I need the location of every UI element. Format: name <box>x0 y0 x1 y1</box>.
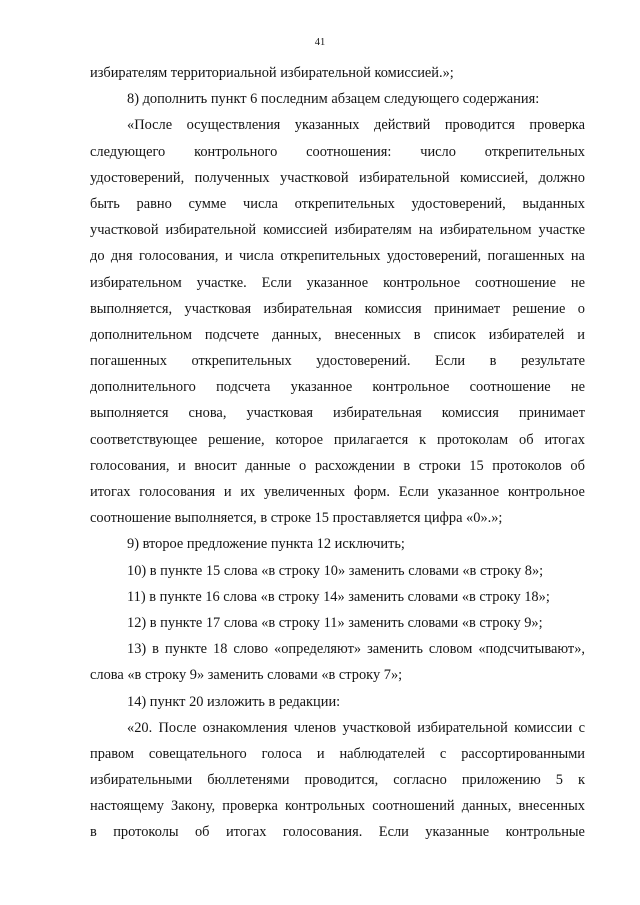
text-line <box>90 793 585 819</box>
word: дополнительном <box>90 326 192 343</box>
text-line <box>90 112 585 138</box>
word: контрольные <box>505 824 585 841</box>
word: избирательной <box>417 719 508 736</box>
word: которое <box>275 431 323 448</box>
word: сумме <box>188 195 227 212</box>
word: форм. <box>353 484 391 500</box>
word: Если <box>435 353 466 370</box>
word: решение, <box>208 431 265 448</box>
word: После <box>158 719 197 736</box>
word: удостоверений, <box>90 169 185 186</box>
word: дня <box>110 248 133 265</box>
word: 15 <box>469 457 484 474</box>
word: итогах <box>544 431 585 448</box>
word: соотношений <box>372 798 455 815</box>
text-line <box>90 427 585 453</box>
text-line <box>90 243 585 269</box>
text-line: 11) в пункте 16 слова «в строку 14» заменить словами «в строку 18»; <box>127 588 550 605</box>
text-line <box>90 191 585 217</box>
word: не <box>570 379 585 396</box>
word: числа <box>238 248 274 265</box>
word: участковой <box>90 222 159 239</box>
word: соотношение <box>469 379 551 396</box>
word: числа <box>243 195 278 212</box>
text-line <box>90 165 585 191</box>
word: указанные <box>425 824 490 841</box>
text-line <box>90 741 585 767</box>
word: список <box>433 326 476 343</box>
word: Если <box>398 484 429 500</box>
word: и <box>316 745 325 762</box>
paragraph <box>90 715 585 846</box>
word: контрольных <box>284 798 366 815</box>
word: проверка <box>529 117 585 134</box>
word: и <box>577 326 585 343</box>
word: не <box>570 274 585 291</box>
word: проверка <box>222 798 278 815</box>
word: настоящему <box>90 798 164 815</box>
word: данных, <box>271 326 322 343</box>
word: на <box>570 248 585 265</box>
word: 5 <box>555 772 563 789</box>
word: избирателям <box>334 222 412 239</box>
word: наблюдателей <box>339 745 425 762</box>
word: открепительных <box>294 195 395 212</box>
word: проводится, <box>304 772 379 789</box>
word: принимает <box>518 405 585 422</box>
word: подсчета <box>216 379 271 396</box>
word: протоколам <box>436 431 509 448</box>
word: совещательного <box>148 745 247 762</box>
word: пункте <box>164 641 208 658</box>
paragraph <box>90 86 585 112</box>
text-line <box>90 400 585 426</box>
word: Если <box>261 274 292 291</box>
word: вносит <box>194 457 237 474</box>
word: с <box>578 719 585 736</box>
paragraph <box>90 112 585 531</box>
text-line: 8) дополнить пункт 6 последним абзацем следующего содержания: <box>127 91 540 108</box>
word: внесенных <box>334 326 401 343</box>
text-line <box>90 819 585 845</box>
word: выполняется <box>90 405 169 422</box>
text-line: 12) в пункте 17 слова «в строку 11» заменить словами «в строку 9»; <box>127 614 543 631</box>
word: голосования, <box>90 457 170 474</box>
word: действий <box>374 117 431 134</box>
word: соотношение <box>474 274 557 291</box>
word: и <box>178 457 186 474</box>
text-line <box>90 636 585 662</box>
word: комиссия <box>441 405 499 422</box>
word: с <box>439 745 447 762</box>
word: итогах <box>90 484 131 500</box>
word: Если <box>378 824 409 841</box>
word: контрольное <box>507 484 585 500</box>
word: погашенных <box>90 353 167 370</box>
word: соответствующее <box>90 431 198 448</box>
paragraph <box>90 610 585 636</box>
word: голоса <box>261 745 302 762</box>
word: «20. <box>127 719 153 736</box>
word: до <box>90 248 105 265</box>
word: о <box>577 300 585 317</box>
word: Закону, <box>171 798 216 815</box>
word: участковой <box>280 169 349 186</box>
word: снова, <box>188 405 227 422</box>
word: согласно <box>393 772 447 789</box>
word: избирательная <box>333 405 422 422</box>
text-line <box>90 767 585 793</box>
word: в <box>90 824 97 841</box>
word: избирателей <box>488 326 565 343</box>
word: открепительных <box>484 143 585 160</box>
word: полученных <box>194 169 270 186</box>
word: контрольное <box>383 274 461 291</box>
paragraph <box>90 558 585 584</box>
text-line: избирателям территориальной избирательной комиссией.»; <box>90 65 454 81</box>
text-line <box>90 348 585 374</box>
paragraph <box>90 60 585 86</box>
text-line <box>90 139 585 165</box>
word: осуществления <box>186 117 281 134</box>
word: приложению <box>461 772 541 789</box>
word: в <box>413 326 421 343</box>
word: в <box>489 353 497 370</box>
word: комиссией, <box>460 169 529 186</box>
word: голосования <box>139 484 216 500</box>
word: «подсчитывают», <box>478 641 585 658</box>
paragraph <box>90 636 585 688</box>
word: увеличенных <box>263 484 346 500</box>
word: внесенных <box>518 798 585 815</box>
word: следующего <box>90 143 166 160</box>
word: заменить <box>367 641 423 658</box>
word: равно <box>136 195 172 212</box>
word: бюллетенями <box>207 772 290 789</box>
word: избирательном <box>439 222 532 239</box>
word: «После <box>127 117 173 134</box>
word: к <box>578 772 585 789</box>
word: и <box>224 248 233 265</box>
word: расхождении <box>314 457 395 474</box>
word: результате <box>520 353 585 370</box>
word: погашенных <box>487 248 565 265</box>
word: быть <box>90 195 120 212</box>
word: указанных <box>294 117 360 134</box>
word: прилагается <box>333 431 409 448</box>
text-line: 14) пункт 20 изложить в редакции: <box>127 693 341 710</box>
word: членов <box>293 719 337 736</box>
word: соотношения: <box>306 143 392 160</box>
word: контрольного <box>194 143 278 160</box>
word: голосования. <box>282 824 363 841</box>
word: участке <box>538 222 585 239</box>
word: об <box>570 457 585 474</box>
word: их <box>240 484 256 500</box>
word: выполняется, <box>90 300 173 317</box>
text-line: слова «в строку 9» заменить словами «в строку 7»; <box>90 667 403 684</box>
word: выданных <box>522 195 585 212</box>
text-line <box>90 217 585 243</box>
word: 13) <box>127 641 147 658</box>
word: рассортированными <box>461 745 585 762</box>
word: об <box>519 431 534 448</box>
word: протоколы <box>113 824 179 841</box>
word: указанное <box>306 274 369 291</box>
word: открепительных <box>280 248 381 265</box>
word: контрольное <box>372 379 450 396</box>
word: избирательном <box>90 274 182 291</box>
word: удостоверений. <box>316 353 411 370</box>
text-line: 10) в пункте 15 слова «в строку 10» заменить словами «в строку 8»; <box>127 562 544 579</box>
paragraph <box>90 531 585 557</box>
paragraph <box>90 689 585 715</box>
word: ознакомления <box>202 719 288 736</box>
word: должно <box>538 169 585 186</box>
word: участке. <box>196 274 247 291</box>
text-line: 9) второе предложение пункта 12 исключить; <box>127 536 405 553</box>
word: избирательная <box>263 300 353 317</box>
word: данных, <box>461 798 512 815</box>
word: открепительных <box>191 353 292 370</box>
word: избирательной <box>358 169 450 186</box>
word: правом <box>90 745 135 762</box>
word: комиссии <box>514 719 573 736</box>
text-line <box>90 374 585 400</box>
word: к <box>419 431 427 448</box>
word: на <box>418 222 433 239</box>
word: комиссией <box>263 222 328 239</box>
word: словом <box>428 641 473 658</box>
word: и <box>223 484 232 500</box>
word: избирательной <box>165 222 257 239</box>
text-line <box>90 270 585 296</box>
text-line: соотношение выполняется, в строке 15 проставляется цифра «0».»; <box>90 510 503 527</box>
document-body <box>90 60 585 846</box>
word: «определяют» <box>274 641 362 658</box>
word: проводится <box>444 117 515 134</box>
text-line <box>90 715 585 741</box>
word: участковая <box>246 405 314 422</box>
page-number: 41 <box>314 37 326 48</box>
word: число <box>420 143 456 160</box>
word: участковой <box>342 719 411 736</box>
text-line <box>90 479 585 505</box>
word: указанное <box>290 379 353 396</box>
word: участковая <box>184 300 252 317</box>
word: решение <box>512 300 566 317</box>
word: протоколов <box>492 457 562 474</box>
word: итогах <box>225 824 267 841</box>
text-line <box>90 322 585 348</box>
word: о <box>299 457 307 474</box>
word: комиссия <box>364 300 422 317</box>
word: 18 <box>213 641 228 658</box>
text-line <box>90 296 585 322</box>
word: дополнительного <box>90 379 196 396</box>
word: избирательными <box>90 772 193 789</box>
word: в <box>403 457 411 474</box>
word: удостоверений, <box>386 248 482 265</box>
word: в <box>152 641 159 658</box>
word: подсчете <box>204 326 260 343</box>
word: об <box>194 824 210 841</box>
word: удостоверений, <box>411 195 506 212</box>
paragraph <box>90 584 585 610</box>
word: указанное <box>437 484 500 500</box>
word: голосования, <box>138 248 219 265</box>
text-line <box>90 453 585 479</box>
word: слово <box>233 641 269 658</box>
word: строки <box>418 457 461 474</box>
word: принимает <box>434 300 501 317</box>
word: данные <box>245 457 291 474</box>
